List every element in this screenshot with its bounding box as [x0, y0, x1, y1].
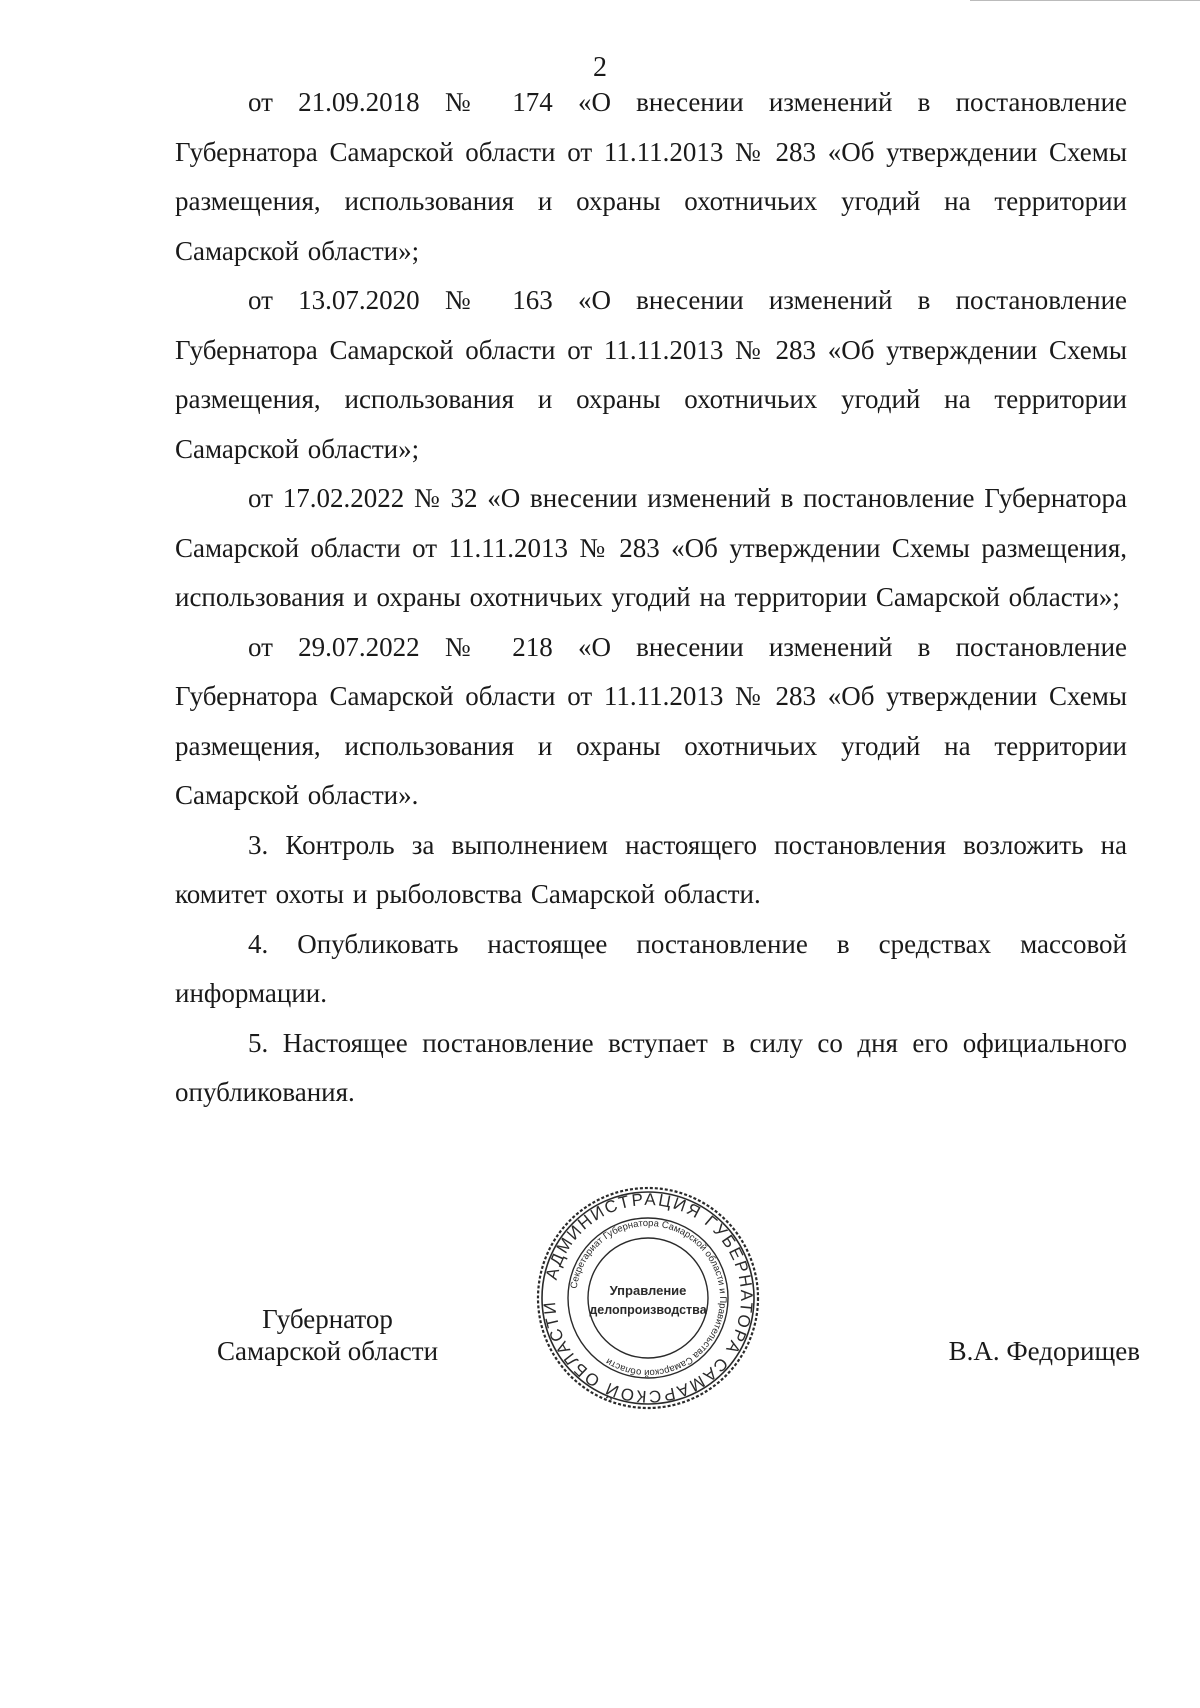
- document-body: [175, 78, 1127, 1118]
- stamp-center-line2: делопроизводства: [589, 1303, 707, 1317]
- signatory-title: [190, 1303, 465, 1367]
- paragraph-control: 3. Контроль за выполнением настоящего постановления возложить на комитет охоты и рыболовства Самарской области.: [175, 829, 1127, 909]
- signatory-title-line1: Губернатор: [262, 1304, 393, 1334]
- paragraph-publish: 4. Опубликовать настоящее постановление в средствах массовой информации.: [175, 928, 1127, 1008]
- scan-edge-line: [970, 0, 1200, 1]
- stamp-outer-text: АДМИНИСТРАЦИЯ ГУБЕРНАТОРА САМАРСКОЙ ОБЛАСТИ: [539, 1189, 757, 1407]
- paragraph-amendment-2020: от 13.07.2020 № 163 «О внесении изменений в постановление Губернатора Самарской области от 11.11.2013 № 283 «Об утверждении Схемы размещения, использования и охраны охотничьих угодий на территории Самарской области»;: [175, 285, 1127, 464]
- signatory-title-line2: Самарской области: [216, 1336, 439, 1366]
- stamp-center-line1: Управление: [609, 1283, 687, 1298]
- stamp-middle-text: Секретариат Губернатора Самарской области и Правительства Самарской области: [568, 1217, 729, 1379]
- signatory-name: В.А. Федорищев: [948, 1336, 1140, 1366]
- official-stamp: [533, 1183, 763, 1413]
- paragraph-amendment-2022-jul: от 29.07.2022 № 218 «О внесении изменений в постановление Губернатора Самарской области от 11.11.2013 № 283 «Об утверждении Схемы размещения, использования и охраны охотничьих угодий на территории Самарской области».: [175, 631, 1127, 810]
- paragraph-effective: 5. Настоящее постановление вступает в силу со дня его официального опубликования.: [175, 1027, 1127, 1107]
- page-number: 2: [593, 52, 607, 83]
- paragraph-amendment-2022-feb: от 17.02.2022 № 32 «О внесении изменений в постановление Губернатора Самарской области от 11.11.2013 № 283 «Об утверждении Схемы размещения, использования и охраны охотничьих угодий на территории Самарской области»;: [175, 483, 1127, 612]
- paragraph-amendment-2018: от 21.09.2018 № 174 «О внесении изменений в постановление Губернатора Самарской области от 11.11.2013 № 283 «Об утверждении Схемы размещения, использования и охраны охотничьих угодий на территории Самарской области»;: [175, 87, 1127, 266]
